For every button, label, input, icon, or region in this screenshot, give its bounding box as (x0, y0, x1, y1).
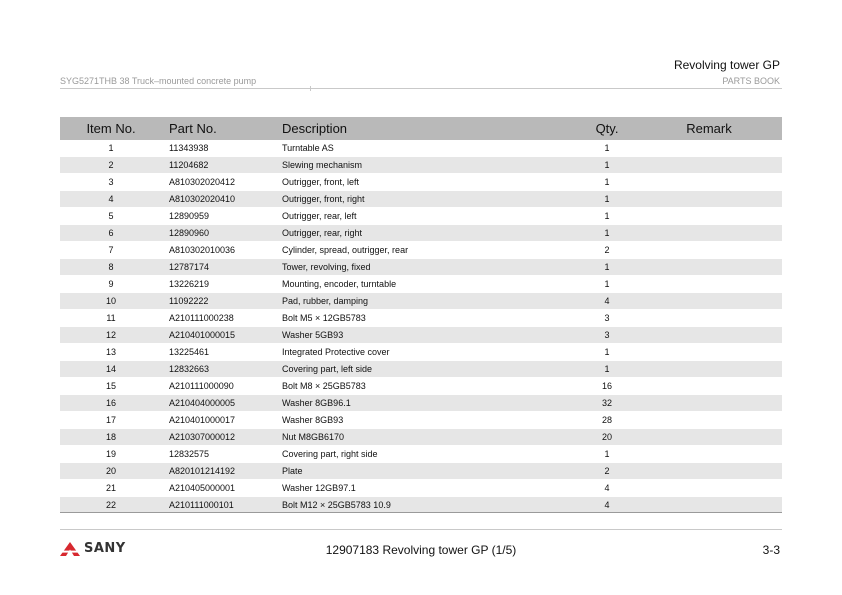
col-item-no: Item No. (60, 117, 162, 140)
cell-part-no: A210307000012 (162, 429, 278, 446)
cell-part-no: A210404000005 (162, 395, 278, 412)
table-header-row (60, 117, 782, 140)
table-row (60, 344, 782, 361)
header-rule (60, 88, 782, 89)
cell-part-no: A210111000090 (162, 378, 278, 395)
cell-qty: 4 (578, 293, 636, 310)
cell-qty: 1 (578, 191, 636, 208)
cell-description: Covering part, left side (278, 361, 578, 378)
cell-item-no: 15 (60, 378, 162, 395)
cell-part-no: A810302010036 (162, 242, 278, 259)
table-row (60, 174, 782, 191)
cell-description: Bolt M5 × 12GB5783 (278, 310, 578, 327)
cell-description: Outrigger, rear, left (278, 208, 578, 225)
cell-remark (636, 276, 782, 293)
cell-part-no: 12832575 (162, 446, 278, 463)
cell-part-no: 11092222 (162, 293, 278, 310)
cell-part-no: 12832663 (162, 361, 278, 378)
cell-qty: 28 (578, 412, 636, 429)
table-row (60, 429, 782, 446)
table-row (60, 327, 782, 344)
cell-remark (636, 208, 782, 225)
cell-description: Outrigger, front, left (278, 174, 578, 191)
table-row (60, 497, 782, 514)
table-row (60, 361, 782, 378)
table-row (60, 446, 782, 463)
cell-description: Bolt M12 × 25GB5783 10.9 (278, 497, 578, 514)
table-row (60, 208, 782, 225)
cell-description: Slewing mechanism (278, 157, 578, 174)
cell-part-no: A810302020412 (162, 174, 278, 191)
cell-remark (636, 174, 782, 191)
cell-remark (636, 140, 782, 157)
cell-description: Turntable AS (278, 140, 578, 157)
cell-qty: 2 (578, 463, 636, 480)
cell-qty: 1 (578, 157, 636, 174)
cell-part-no: 12890960 (162, 225, 278, 242)
cell-qty: 1 (578, 174, 636, 191)
table-body (60, 140, 782, 514)
cell-part-no: 11343938 (162, 140, 278, 157)
cell-part-no: A810302020410 (162, 191, 278, 208)
table-row (60, 157, 782, 174)
cell-description: Covering part, right side (278, 446, 578, 463)
cell-description: Nut M8GB6170 (278, 429, 578, 446)
table-row (60, 463, 782, 480)
table-row (60, 140, 782, 157)
cell-remark (636, 225, 782, 242)
cell-remark (636, 361, 782, 378)
cell-part-no: 12787174 (162, 259, 278, 276)
cell-qty: 1 (578, 140, 636, 157)
cell-item-no: 17 (60, 412, 162, 429)
table-row (60, 412, 782, 429)
cell-description: Washer 8GB96.1 (278, 395, 578, 412)
cell-qty: 20 (578, 429, 636, 446)
parts-table (60, 117, 782, 514)
cell-description: Mounting, encoder, turntable (278, 276, 578, 293)
cell-part-no: 13226219 (162, 276, 278, 293)
table-row (60, 310, 782, 327)
cell-qty: 3 (578, 327, 636, 344)
footer-rule (60, 529, 782, 530)
book-label: PARTS BOOK (722, 76, 780, 86)
cell-item-no: 6 (60, 225, 162, 242)
cell-item-no: 22 (60, 497, 162, 514)
cell-qty: 2 (578, 242, 636, 259)
table-row (60, 259, 782, 276)
cell-item-no: 8 (60, 259, 162, 276)
cell-remark (636, 157, 782, 174)
cell-qty: 1 (578, 225, 636, 242)
cell-qty: 1 (578, 276, 636, 293)
table-row (60, 293, 782, 310)
cell-part-no: A820101214192 (162, 463, 278, 480)
document-reference: 12907183 Revolving tower GP (1/5) (325, 543, 517, 557)
cell-item-no: 21 (60, 480, 162, 497)
col-qty: Qty. (578, 117, 636, 140)
cell-item-no: 20 (60, 463, 162, 480)
cell-qty: 4 (578, 497, 636, 514)
table-row (60, 191, 782, 208)
cell-part-no: A210401000017 (162, 412, 278, 429)
cell-item-no: 10 (60, 293, 162, 310)
cell-remark (636, 259, 782, 276)
cell-part-no: A210111000101 (162, 497, 278, 514)
cell-part-no: A210401000015 (162, 327, 278, 344)
cell-qty: 1 (578, 361, 636, 378)
cell-description: Washer 12GB97.1 (278, 480, 578, 497)
col-part-no: Part No. (162, 117, 278, 140)
cell-item-no: 11 (60, 310, 162, 327)
cell-item-no: 16 (60, 395, 162, 412)
cell-description: Pad, rubber, damping (278, 293, 578, 310)
cell-part-no: A210111000238 (162, 310, 278, 327)
cell-qty: 3 (578, 310, 636, 327)
cell-remark (636, 429, 782, 446)
cell-qty: 1 (578, 259, 636, 276)
cell-part-no: 13225461 (162, 344, 278, 361)
table-row (60, 378, 782, 395)
cell-qty: 1 (578, 208, 636, 225)
cell-description: Bolt M8 × 25GB5783 (278, 378, 578, 395)
table-bottom-rule (60, 512, 782, 513)
cell-description: Cylinder, spread, outrigger, rear (278, 242, 578, 259)
cell-item-no: 2 (60, 157, 162, 174)
cell-description: Tower, revolving, fixed (278, 259, 578, 276)
cell-qty: 4 (578, 480, 636, 497)
page-number: 3-3 (762, 543, 780, 557)
cell-remark (636, 395, 782, 412)
cell-item-no: 7 (60, 242, 162, 259)
cell-part-no: 12890959 (162, 208, 278, 225)
cell-remark (636, 412, 782, 429)
logo-text: SANY (84, 541, 126, 556)
cell-remark (636, 378, 782, 395)
table-row (60, 395, 782, 412)
cell-item-no: 19 (60, 446, 162, 463)
cell-description: Outrigger, front, right (278, 191, 578, 208)
cell-item-no: 5 (60, 208, 162, 225)
cell-qty: 16 (578, 378, 636, 395)
cell-qty: 32 (578, 395, 636, 412)
cell-part-no: A210405000001 (162, 480, 278, 497)
cell-item-no: 1 (60, 140, 162, 157)
col-description: Description (278, 117, 578, 140)
cell-item-no: 4 (60, 191, 162, 208)
cell-remark (636, 480, 782, 497)
cell-qty: 1 (578, 344, 636, 361)
cell-description: Washer 5GB93 (278, 327, 578, 344)
cell-remark (636, 446, 782, 463)
cell-remark (636, 463, 782, 480)
table-row (60, 242, 782, 259)
cell-remark (636, 310, 782, 327)
cell-qty: 1 (578, 446, 636, 463)
col-remark: Remark (636, 117, 782, 140)
cell-description: Integrated Protective cover (278, 344, 578, 361)
table-row (60, 480, 782, 497)
table-row (60, 276, 782, 293)
table-row (60, 225, 782, 242)
cell-item-no: 12 (60, 327, 162, 344)
cell-item-no: 3 (60, 174, 162, 191)
cell-remark (636, 327, 782, 344)
cell-remark (636, 497, 782, 514)
section-title: Revolving tower GP (673, 58, 780, 72)
header-rule-tick (310, 86, 311, 91)
cell-item-no: 14 (60, 361, 162, 378)
cell-description: Washer 8GB93 (278, 412, 578, 429)
cell-description: Outrigger, rear, right (278, 225, 578, 242)
cell-remark (636, 344, 782, 361)
cell-item-no: 9 (60, 276, 162, 293)
cell-remark (636, 191, 782, 208)
machine-model: SYG5271THB 38 Truck–mounted concrete pump (60, 76, 257, 86)
cell-part-no: 11204682 (162, 157, 278, 174)
cell-remark (636, 242, 782, 259)
cell-description: Plate (278, 463, 578, 480)
cell-item-no: 13 (60, 344, 162, 361)
cell-item-no: 18 (60, 429, 162, 446)
cell-remark (636, 293, 782, 310)
